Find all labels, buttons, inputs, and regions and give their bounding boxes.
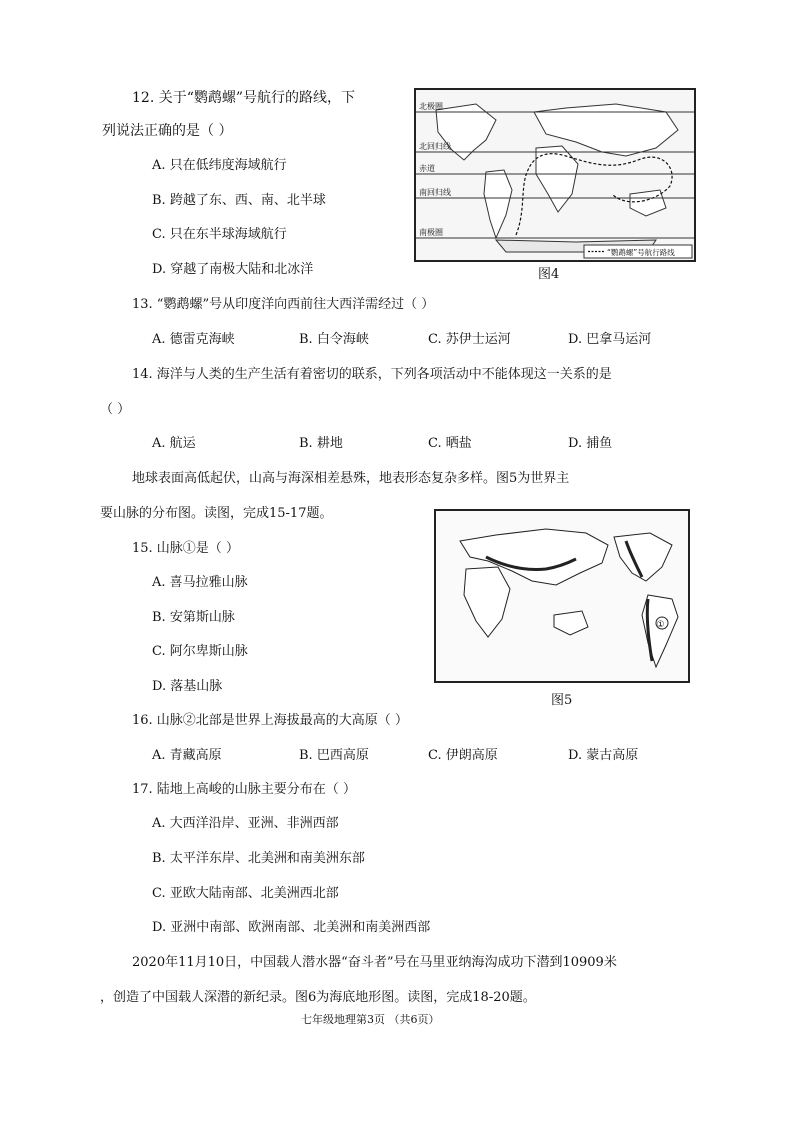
q12-stem-line1: 12. 关于“鹦鹉螺”号航行的路线，下 <box>132 90 356 106</box>
fig5-marker-1: ① <box>656 620 665 630</box>
q12-option-d: D. 穿越了南极大陆和北冰洋 <box>152 262 314 277</box>
figure-5-svg <box>436 511 688 681</box>
figure-5-mountain-map <box>434 509 690 683</box>
q14-option-d: D. 捕鱼 <box>568 436 613 451</box>
intro-18-20-line1: 2020年11月10日，中国载人潜水器“奋斗者”号在马里亚纳海沟成功下潜到10909米 <box>132 955 617 970</box>
figure-4-caption: 图4 <box>538 267 560 282</box>
q16-option-b: B. 巴西高原 <box>299 748 369 763</box>
q17-option-a: A. 大西洋沿岸、亚洲、非洲西部 <box>152 816 339 831</box>
q12-option-a: A. 只在低纬度海域航行 <box>152 158 287 173</box>
q14-option-a: A. 航运 <box>152 436 196 451</box>
q15-stem: 15. 山脉①是（ ） <box>132 541 239 556</box>
fig4-lat-label-capricorn: 南回归线 <box>419 188 451 197</box>
intro-15-17-line2: 要山脉的分布图。读图，完成15-17题。 <box>100 506 333 521</box>
q14-paren: （ ） <box>100 402 131 417</box>
q13-option-a: A. 德雷克海峡 <box>152 332 235 347</box>
intro-15-17-line1: 地球表面高低起伏，山高与海深相差悬殊，地表形态复杂多样。图5为世界主 <box>132 471 570 486</box>
q13-stem: 13. “鹦鹉螺”号从印度洋向西前往大西洋需经过（ ） <box>132 297 435 312</box>
q14-option-b: B. 耕地 <box>299 436 343 451</box>
q16-option-a: A. 青藏高原 <box>152 748 222 763</box>
q12-stem-line2: 列说法正确的是（ ） <box>102 123 233 139</box>
q14-option-c: C. 晒盐 <box>428 436 472 451</box>
q16-option-d: D. 蒙古高原 <box>568 748 639 763</box>
q13-option-b: B. 白令海峡 <box>299 332 369 347</box>
fig4-lat-label-equator: 赤道 <box>419 164 435 173</box>
figure-4-route-map <box>414 88 696 262</box>
fig4-lat-label-antarctic: 南极圈 <box>419 228 443 237</box>
q16-stem: 16. 山脉②北部是世界上海拔最高的大高原（ ） <box>132 713 408 728</box>
q16-option-c: C. 伊朗高原 <box>428 748 498 763</box>
q15-option-a: A. 喜马拉雅山脉 <box>152 575 248 590</box>
q17-stem: 17. 陆地上高峻的山脉主要分布在（ ） <box>132 782 356 797</box>
q15-option-b: B. 安第斯山脉 <box>152 610 235 625</box>
q17-option-c: C. 亚欧大陆南部、北美洲西北部 <box>152 886 339 901</box>
q15-option-c: C. 阿尔卑斯山脉 <box>152 644 248 659</box>
figure-5-caption: 图5 <box>551 693 573 708</box>
q13-option-c: C. 苏伊士运河 <box>428 332 511 347</box>
figure-4-svg <box>416 90 694 260</box>
fig4-lat-label-cancer: 北回归线 <box>419 142 451 151</box>
q17-option-b: B. 太平洋东岸、北美洲和南美洲东部 <box>152 851 365 866</box>
q14-stem: 14. 海洋与人类的生产生活有着密切的联系，下列各项活动中不能体现这一关系的是 <box>132 367 612 382</box>
fig4-lat-label-arctic: 北极圈 <box>419 102 443 111</box>
page-footer: 七年级地理第3页 （共6页） <box>301 1013 440 1026</box>
q12-option-c: C. 只在东半球海域航行 <box>152 227 287 242</box>
q17-option-d: D. 亚洲中南部、欧洲南部、北美洲和南美洲西部 <box>152 920 431 935</box>
q15-option-d: D. 落基山脉 <box>152 679 223 694</box>
fig4-legend-text: “鹦鹉螺”号航行路线 <box>607 248 675 257</box>
intro-18-20-line2: ，创造了中国载人深潜的新纪录。图6为海底地形图。读图，完成18-20题。 <box>100 990 536 1005</box>
q13-option-d: D. 巴拿马运河 <box>568 332 652 347</box>
q12-option-b: B. 跨越了东、西、南、北半球 <box>152 193 326 208</box>
